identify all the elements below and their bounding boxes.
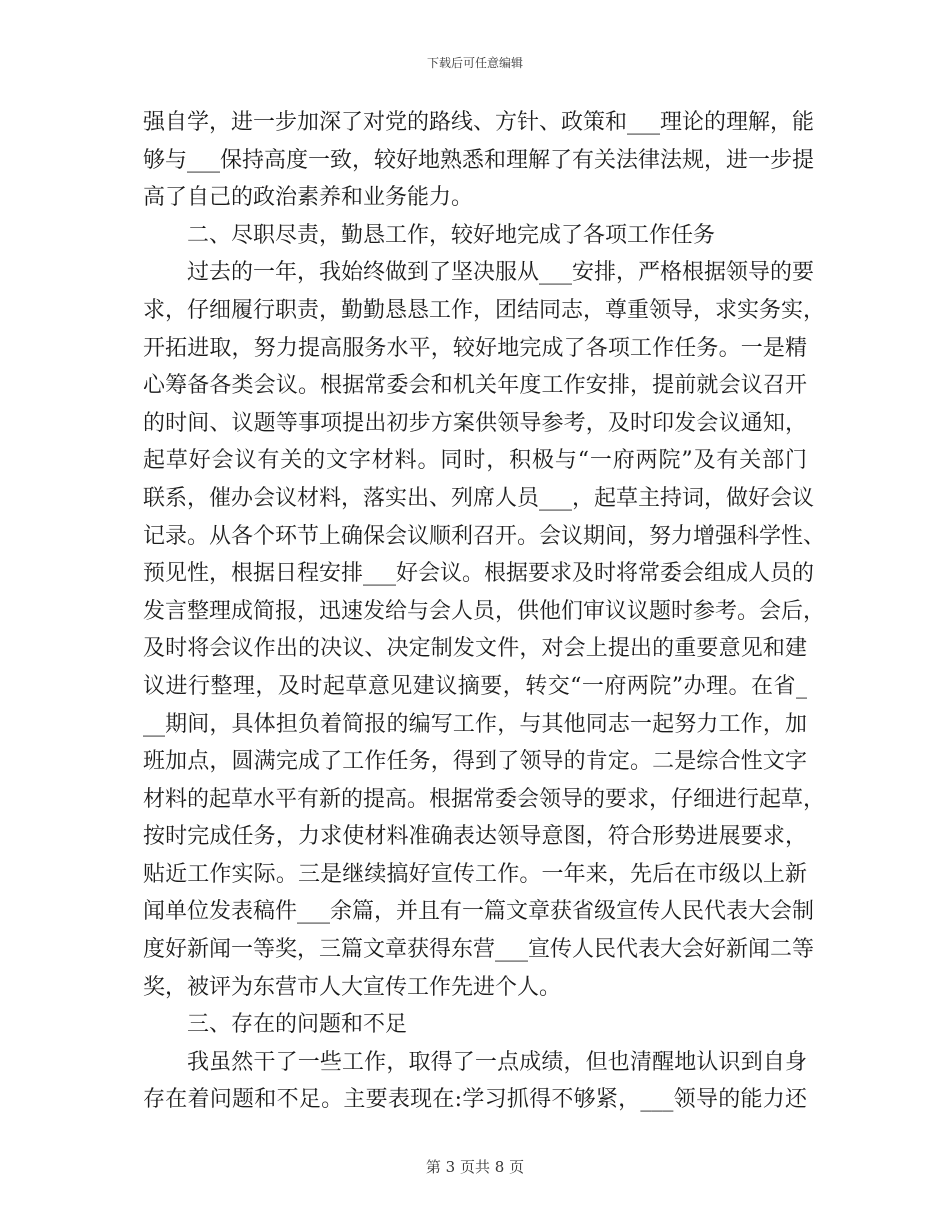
text-line: 够与___保持高度一致，较好地熟悉和理解了有关法律法规，进一步提 [143, 147, 815, 173]
text-line: 联系，催办会议材料，落实出、列席人员___，起草主持词，做好会议 [143, 485, 815, 511]
text-line: 起草好会议有关的文字材料。同时，积极与“一府两院”及有关部门 [143, 448, 807, 474]
text-line: 记录。从各个环节上确保会议顺利召开。会议期间，努力增强科学性、 [143, 523, 826, 549]
text-line: 贴近工作实际。三是继续搞好宣传工作。一年来，先后在市级以上新 [143, 861, 807, 887]
text-line: 我虽然干了一些工作，取得了一点成绩，但也清醒地认识到自身 [187, 1049, 807, 1075]
page-number: 第 3 页共 8 页 [425, 1158, 525, 1176]
section-heading-3: 三、存在的问题和不足 [187, 1012, 408, 1038]
document-body [143, 104, 826, 1119]
text-line: 强自学，进一步加深了对党的路线、方针、政策和___理论的理解，能 [143, 110, 815, 135]
section-heading-2: 二、尽职尽责，勤恳工作，较好地完成了各项工作任务 [187, 222, 716, 248]
text-line: 及时将会议作出的决议、决定制发文件，对会上提出的重要意见和建 [143, 636, 807, 662]
text-line: 的时间、议题等事项提出初步方案供领导参考，及时印发会议通知， [143, 410, 807, 436]
text-line: 过去的一年，我始终做到了坚决服从___安排，严格根据领导的要 [187, 260, 815, 286]
text-line: 预见性，根据日程安排___好会议。根据要求及时将常委会组成人员的 [143, 561, 815, 587]
text-line: 班加点，圆满完成了工作任务，得到了领导的肯定。二是综合性文字 [143, 749, 807, 775]
text-line: 按时完成任务，力求使材料准确表达领导意图，符合形势进展要求， [143, 824, 807, 850]
text-line: 存在着问题和不足。主要表现在:学习抓得不够紧，___领导的能力还 [143, 1087, 807, 1113]
text-line: 求，仔细履行职责，勤勤恳恳工作，团结同志，尊重领导，求实务实， [143, 297, 826, 323]
text-line: 高了自己的政治素养和业务能力。 [143, 185, 474, 211]
text-line: 度好新闻一等奖，三篇文章获得东营___宣传人民代表大会好新闻二等 [143, 937, 815, 963]
text-line: __期间，具体担负着简报的编写工作，与其他同志一起努力工作，加 [143, 711, 807, 737]
text-line: 开拓进取，努力提高服务水平，较好地完成了各项工作任务。一是精 [143, 335, 807, 361]
text-line: 心筹备各类会议。根据常委会和机关年度工作安排，提前就会议召开 [143, 373, 807, 399]
text-line: 奖，被评为东营市人大宣传工作先进个人。 [143, 974, 562, 1000]
text-line: 议进行整理，及时起草意见建议摘要，转交“一府两院”办理。在省_ [143, 673, 807, 699]
text-line: 闻单位发表稿件___余篇，并且有一篇文章获省级宣传人民代表大会制 [143, 899, 815, 925]
text-line: 发言整理成简报，迅速发给与会人员，供他们审议议题时参考。会后， [143, 598, 826, 624]
page-header-note: 下载后可任意编辑 [426, 56, 523, 70]
text-line: 材料的起草水平有新的提高。根据常委会领导的要求，仔细进行起草， [143, 786, 826, 812]
